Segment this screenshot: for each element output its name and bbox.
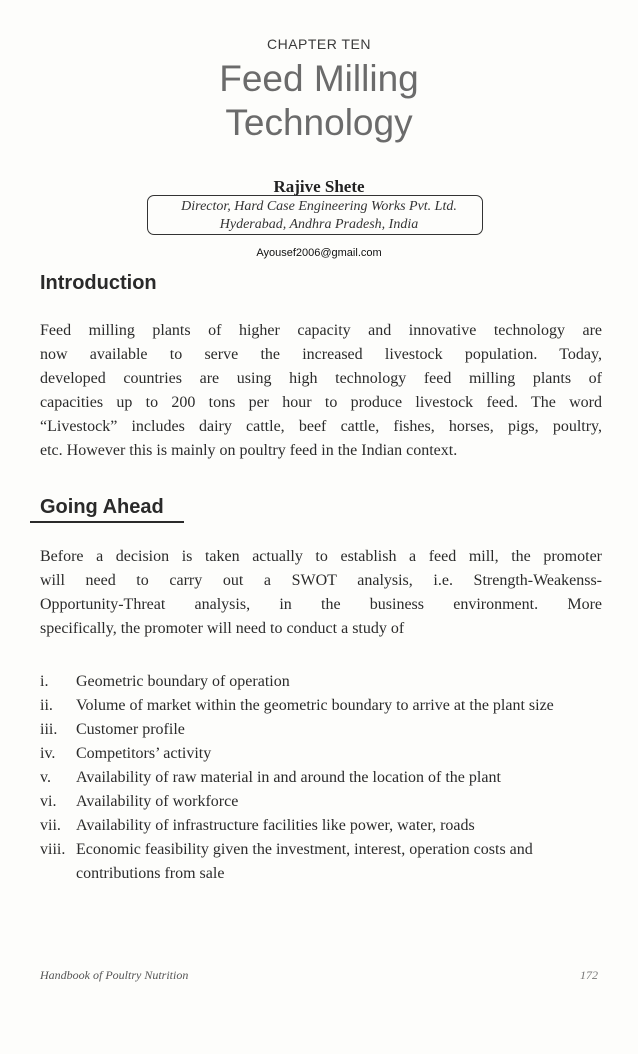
going-ahead-paragraph <box>40 545 602 641</box>
paragraph-line: now available to serve the increased livestock population. Today, <box>40 346 602 363</box>
heading-underline <box>30 521 184 523</box>
chapter-title-line-2: Technology <box>225 102 413 143</box>
paragraph-line: will need to carry out a SWOT analysis, i.e. Strength-Weakenss- <box>40 572 602 589</box>
affiliation-line-2: Hyderabad, Andhra Pradesh, India <box>219 217 419 232</box>
introduction-paragraph <box>40 319 602 463</box>
paragraph-line: Opportunity-Threat analysis, in the business environment. More <box>40 596 602 613</box>
list-item <box>40 838 610 886</box>
list-item-text: Customer profile <box>76 721 185 738</box>
list-item-number: v. <box>40 769 51 786</box>
list-item <box>40 742 610 766</box>
introduction-heading: Introduction <box>40 272 157 294</box>
list-item-text: Competitors’ activity <box>76 745 212 762</box>
list-item-text: Availability of raw material in and around the location of the plant <box>76 769 501 786</box>
list-item-text: Economic feasibility given the investment, interest, operation costs and contributions from sale <box>76 841 533 882</box>
author-name: Rajive Shete <box>273 177 365 196</box>
chapter-label: CHAPTER TEN <box>266 36 372 52</box>
list-item <box>40 718 610 742</box>
list-item <box>40 694 610 718</box>
list-item <box>40 670 610 694</box>
list-item-number: iv. <box>40 745 56 762</box>
going-ahead-heading: Going Ahead <box>40 496 164 518</box>
chapter-title-line-1: Feed Milling <box>219 58 419 99</box>
paragraph-line: “Livestock” includes dairy cattle, beef cattle, fishes, horses, pigs, poultry, <box>40 418 602 435</box>
affiliation-line-1: Director, Hard Case Engineering Works Pvt. Ltd. <box>181 199 457 214</box>
list-item-number: iii. <box>40 721 58 738</box>
study-list <box>40 670 610 886</box>
paragraph-line: capacities up to 200 tons per hour to produce livestock feed. The word <box>40 394 602 411</box>
list-item <box>40 814 610 838</box>
list-item-text: Geometric boundary of operation <box>76 673 290 690</box>
footer-page-number: 172 <box>580 968 598 982</box>
paragraph-line: Before a decision is taken actually to establish a feed mill, the promoter <box>40 548 602 565</box>
paragraph-line: Feed milling plants of higher capacity and innovative technology are <box>40 322 602 339</box>
list-item-number: viii. <box>40 841 66 858</box>
author-email: Ayousef2006@gmail.com <box>256 247 382 259</box>
list-item-number: ii. <box>40 697 53 714</box>
paragraph-line: developed countries are using high technology feed milling plants of <box>40 370 602 387</box>
list-item-text: Availability of workforce <box>76 793 239 810</box>
list-item-number: vi. <box>40 793 57 810</box>
list-item-text: Availability of infrastructure facilities like power, water, roads <box>76 817 475 834</box>
footer-book-title: Handbook of Poultry Nutrition <box>40 968 189 982</box>
list-item <box>40 766 610 790</box>
list-item-text: Volume of market within the geometric boundary to arrive at the plant size <box>76 697 554 714</box>
list-item-number: i. <box>40 673 49 690</box>
paragraph-line: etc. However this is mainly on poultry feed in the Indian context. <box>40 442 458 459</box>
list-item <box>40 790 610 814</box>
paragraph-line: specifically, the promoter will need to conduct a study of <box>40 620 405 637</box>
list-item-number: vii. <box>40 817 61 834</box>
